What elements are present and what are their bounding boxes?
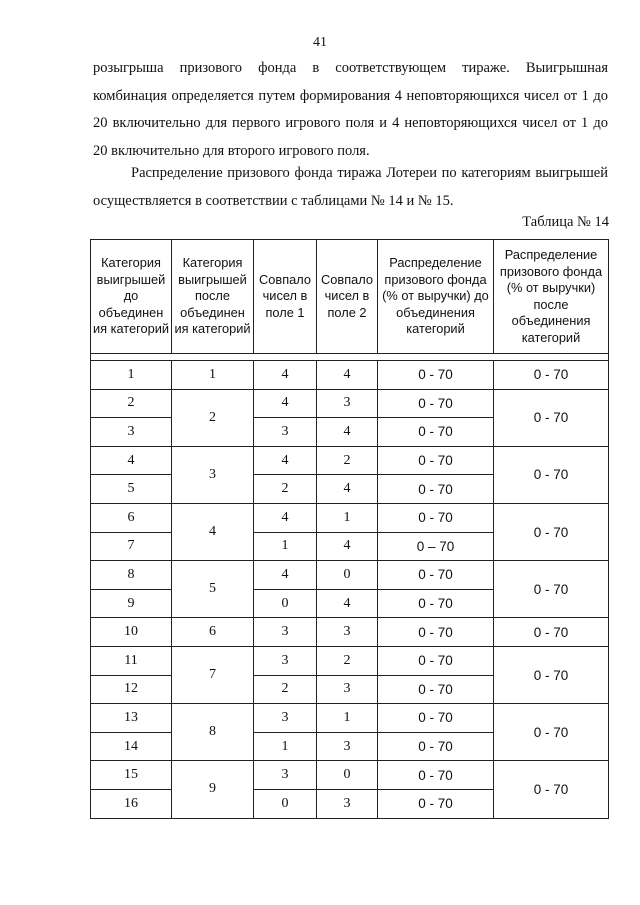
cell-matched-field-1: 4: [254, 561, 317, 590]
header-category-after: Категория выигрышей после объединен ия категорий: [172, 240, 254, 354]
cell-matched-field-2: 2: [317, 646, 378, 675]
cell-category-before: 15: [91, 761, 172, 790]
cell-matched-field-2: 3: [317, 789, 378, 818]
cell-matched-field-1: 1: [254, 532, 317, 561]
cell-category-after: 9: [172, 761, 254, 818]
cell-matched-field-1: 1: [254, 732, 317, 761]
cell-matched-field-1: 0: [254, 589, 317, 618]
cell-matched-field-1: 3: [254, 618, 317, 647]
cell-category-before: 3: [91, 418, 172, 447]
cell-matched-field-2: 3: [317, 675, 378, 704]
table-row: [91, 503, 609, 532]
cell-category-before: 13: [91, 704, 172, 733]
cell-category-before: 2: [91, 389, 172, 418]
cell-category-before: 9: [91, 589, 172, 618]
cell-matched-field-1: 4: [254, 361, 317, 390]
cell-distribution-before: 0 - 70: [378, 475, 494, 504]
table-row: [91, 361, 609, 390]
cell-distribution-before: 0 - 70: [378, 618, 494, 647]
cell-matched-field-1: 4: [254, 446, 317, 475]
cell-category-after: 3: [172, 446, 254, 503]
cell-matched-field-2: 4: [317, 532, 378, 561]
cell-matched-field-2: 1: [317, 704, 378, 733]
cell-matched-field-2: 3: [317, 389, 378, 418]
table-row: [91, 646, 609, 675]
cell-matched-field-2: 3: [317, 618, 378, 647]
cell-distribution-after: 0 - 70: [494, 618, 609, 647]
table-row: [91, 704, 609, 733]
paragraph-draw-rules: розыгрыша призового фонда в соответствующем тираже. Выигрышная комбинация определяется путем формирования 4 неповторяющихся чисел от 1 до 20 включительно для первого игрового поля и 4 неповторяющихся чисел от 1 до 20 включительно для второго игрового поля.: [93, 60, 608, 159]
cell-matched-field-2: 0: [317, 561, 378, 590]
cell-distribution-after: 0 - 70: [494, 646, 609, 703]
cell-distribution-after: 0 - 70: [494, 503, 609, 560]
header-matched-field-2: Совпало чисел в поле 2: [317, 240, 378, 354]
cell-category-after: 1: [172, 361, 254, 390]
prize-distribution-table: [90, 239, 609, 819]
cell-distribution-before: 0 - 70: [378, 704, 494, 733]
cell-category-before: 1: [91, 361, 172, 390]
cell-distribution-before: 0 - 70: [378, 418, 494, 447]
header-matched-field-1: Совпало чисел в поле 1: [254, 240, 317, 354]
cell-matched-field-1: 4: [254, 389, 317, 418]
cell-matched-field-2: 4: [317, 589, 378, 618]
table-caption: Таблица № 14: [522, 214, 609, 230]
cell-distribution-after: 0 - 70: [494, 561, 609, 618]
cell-category-before: 7: [91, 532, 172, 561]
cell-matched-field-2: 2: [317, 446, 378, 475]
cell-category-before: 8: [91, 561, 172, 590]
cell-distribution-before: 0 - 70: [378, 761, 494, 790]
cell-distribution-before: 0 - 70: [378, 789, 494, 818]
table-spacer-row: [91, 354, 609, 361]
cell-distribution-before: 0 - 70: [378, 446, 494, 475]
cell-matched-field-2: 4: [317, 361, 378, 390]
cell-distribution-before: 0 - 70: [378, 589, 494, 618]
cell-matched-field-1: 4: [254, 503, 317, 532]
cell-distribution-after: 0 - 70: [494, 704, 609, 761]
cell-distribution-before: 0 - 70: [378, 646, 494, 675]
cell-matched-field-1: 3: [254, 704, 317, 733]
cell-distribution-before: 0 - 70: [378, 561, 494, 590]
cell-matched-field-1: 2: [254, 675, 317, 704]
cell-matched-field-2: 4: [317, 475, 378, 504]
page-number: 41: [313, 35, 327, 50]
cell-matched-field-1: 2: [254, 475, 317, 504]
cell-category-after: 4: [172, 503, 254, 560]
cell-category-after: 2: [172, 389, 254, 446]
table-row: [91, 389, 609, 418]
cell-matched-field-1: 3: [254, 418, 317, 447]
cell-category-after: 8: [172, 704, 254, 761]
paragraph-prize-distribution: Распределение призового фонда тиража Лотереи по категориям выигрышей осуществляется в соответствии с таблицами № 14 и № 15.: [93, 165, 608, 209]
cell-distribution-after: 0 - 70: [494, 361, 609, 390]
cell-matched-field-2: 4: [317, 418, 378, 447]
cell-category-before: 16: [91, 789, 172, 818]
cell-distribution-before: 0 - 70: [378, 732, 494, 761]
header-category-before: Категория выигрышей до объединен ия категорий: [91, 240, 172, 354]
cell-matched-field-1: 0: [254, 789, 317, 818]
cell-distribution-after: 0 - 70: [494, 389, 609, 446]
cell-category-before: 11: [91, 646, 172, 675]
header-distribution-after: Распределение призового фонда (% от выручки) после объединения категорий: [494, 240, 609, 354]
cell-category-before: 4: [91, 446, 172, 475]
cell-distribution-before: 0 - 70: [378, 361, 494, 390]
cell-matched-field-1: 3: [254, 646, 317, 675]
cell-category-before: 10: [91, 618, 172, 647]
cell-category-after: 5: [172, 561, 254, 618]
table-body: [91, 354, 609, 819]
cell-distribution-before: 0 – 70: [378, 532, 494, 561]
cell-distribution-before: 0 - 70: [378, 675, 494, 704]
cell-distribution-after: 0 - 70: [494, 761, 609, 818]
table-row: [91, 561, 609, 590]
table-row: [91, 446, 609, 475]
table-row: [91, 618, 609, 647]
cell-category-before: 12: [91, 675, 172, 704]
cell-distribution-before: 0 - 70: [378, 389, 494, 418]
cell-category-before: 6: [91, 503, 172, 532]
cell-distribution-before: 0 - 70: [378, 503, 494, 532]
cell-matched-field-1: 3: [254, 761, 317, 790]
cell-category-after: 7: [172, 646, 254, 703]
header-distribution-before: Распределение призового фонда (% от выручки) до объединения категорий: [378, 240, 494, 354]
cell-category-before: 14: [91, 732, 172, 761]
cell-matched-field-2: 3: [317, 732, 378, 761]
cell-distribution-after: 0 - 70: [494, 446, 609, 503]
cell-category-after: 6: [172, 618, 254, 647]
table-row: [91, 761, 609, 790]
table-header-row: [91, 240, 609, 354]
cell-matched-field-2: 1: [317, 503, 378, 532]
cell-matched-field-2: 0: [317, 761, 378, 790]
cell-category-before: 5: [91, 475, 172, 504]
